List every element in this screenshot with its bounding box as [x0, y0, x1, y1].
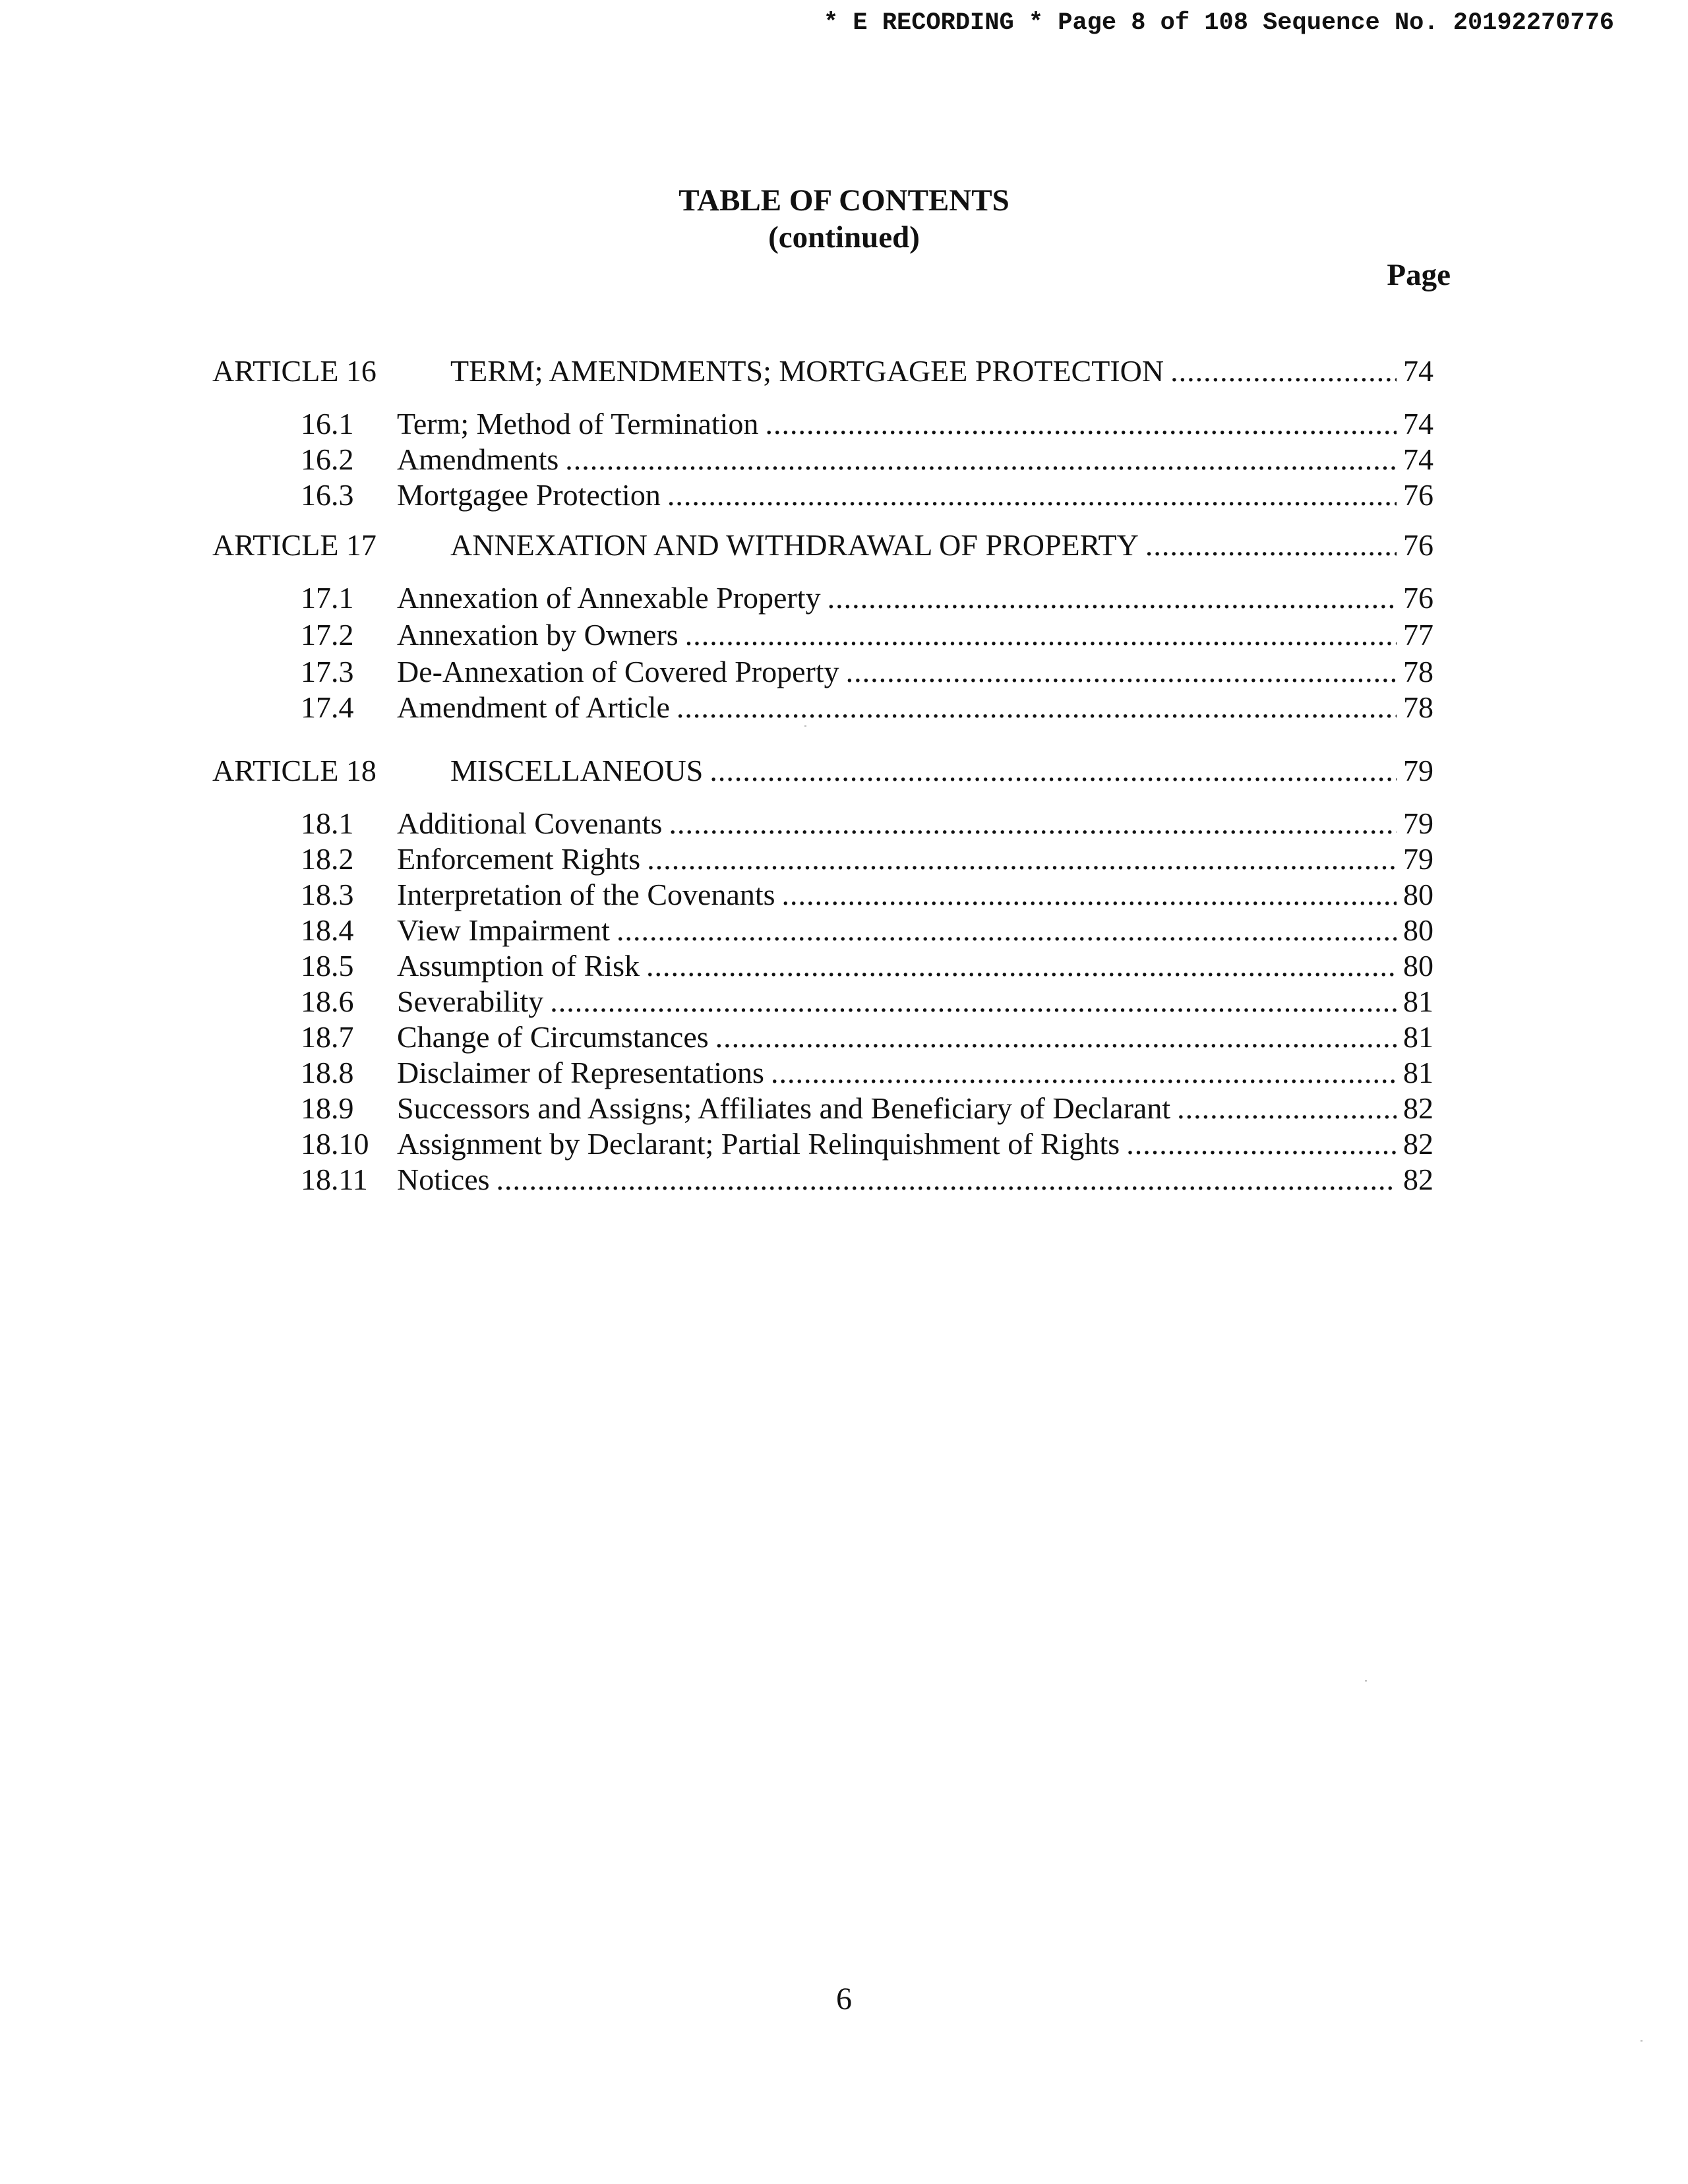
section-number: 18.8: [301, 1056, 354, 1089]
section-page: 78: [1403, 655, 1433, 688]
scan-speck: [1365, 1680, 1367, 1682]
section-page: 82: [1403, 1163, 1433, 1196]
toc-article-16: [212, 353, 1433, 388]
section-page: 82: [1403, 1091, 1433, 1125]
article-title: ANNEXATION AND WITHDRAWAL OF PROPERTY: [450, 528, 1139, 562]
toc-article-18: [212, 753, 1433, 788]
toc-section-17-3: [301, 654, 1433, 689]
section-number: 18.9: [301, 1091, 354, 1125]
article-label: ARTICLE 16: [212, 354, 377, 388]
dot-leader: [565, 442, 1397, 477]
dot-leader: [497, 1162, 1397, 1197]
section-number: 18.4: [301, 913, 354, 947]
section-title: Mortgagee Protection: [397, 478, 661, 512]
dot-leader: [677, 690, 1397, 725]
section-title: Enforcement Rights: [397, 842, 641, 876]
toc-section-16-3: [301, 477, 1433, 512]
toc-section-18-10: [301, 1126, 1433, 1161]
section-title: Assignment by Declarant; Partial Relinquishment of Rights: [397, 1127, 1120, 1161]
toc-section-16-2: [301, 442, 1433, 477]
toc-section-18-2: [301, 841, 1433, 876]
section-title: Annexation by Owners: [397, 618, 678, 652]
toc-section-17-1: [301, 580, 1433, 615]
section-number: 16.2: [301, 442, 354, 476]
dot-leader: [715, 1019, 1397, 1054]
dot-leader: [550, 984, 1397, 1019]
toc-subtitle: (continued): [768, 220, 920, 255]
article-page: 74: [1403, 354, 1433, 388]
toc-section-18-6: [301, 984, 1433, 1019]
article-title: MISCELLANEOUS: [450, 754, 704, 787]
section-page: 79: [1403, 842, 1433, 876]
section-title: Severability: [397, 985, 544, 1018]
page-column-label: Page: [1387, 258, 1451, 292]
section-page: 81: [1403, 1020, 1433, 1054]
section-title: Amendments: [397, 442, 559, 476]
toc-section-18-8: [301, 1055, 1433, 1090]
toc-title: TABLE OF CONTENTS: [678, 183, 1010, 218]
dot-leader: [765, 406, 1397, 441]
dot-leader: [782, 877, 1397, 912]
dot-leader: [617, 913, 1397, 948]
section-number: 18.6: [301, 985, 354, 1018]
dot-leader: [669, 806, 1397, 841]
toc-article-17: [212, 528, 1433, 562]
dot-leader: [846, 654, 1397, 689]
section-number: 18.1: [301, 806, 354, 840]
section-title: Annexation of Annexable Property: [397, 581, 821, 615]
section-number: 17.2: [301, 618, 354, 652]
article-page: 79: [1403, 754, 1433, 787]
dot-leader: [667, 477, 1397, 512]
dot-leader: [1177, 1091, 1397, 1126]
section-page: 79: [1403, 806, 1433, 840]
article-title: TERM; AMENDMENTS; MORTGAGEE PROTECTION: [450, 354, 1164, 388]
toc-section-16-1: [301, 406, 1433, 441]
section-number: 18.2: [301, 842, 354, 876]
section-title: Assumption of Risk: [397, 949, 640, 983]
toc-section-17-4: [301, 690, 1433, 725]
section-title: Amendment of Article: [397, 690, 670, 724]
toc-section-18-7: [301, 1019, 1433, 1054]
section-title: Successors and Assigns; Affiliates and Beneficiary of Declarant: [397, 1091, 1171, 1125]
section-page: 80: [1403, 913, 1433, 947]
article-page: 76: [1403, 528, 1433, 562]
section-title: Disclaimer of Representations: [397, 1056, 764, 1089]
toc-section-18-3: [301, 877, 1433, 912]
section-page: 74: [1403, 407, 1433, 440]
section-page: 81: [1403, 985, 1433, 1018]
toc-section-18-5: [301, 948, 1433, 983]
toc-section-18-4: [301, 913, 1433, 948]
section-page: 76: [1403, 581, 1433, 615]
section-title: Interpretation of the Covenants: [397, 878, 775, 911]
toc-section-18-9: [301, 1091, 1433, 1126]
section-page: 78: [1403, 690, 1433, 724]
dot-leader: [828, 580, 1397, 615]
toc-section-18-1: [301, 806, 1433, 841]
section-title: De-Annexation of Covered Property: [397, 655, 839, 688]
section-title: Change of Circumstances: [397, 1020, 709, 1054]
section-number: 18.7: [301, 1020, 354, 1054]
section-number: 18.10: [301, 1127, 369, 1161]
toc-heading: [0, 182, 1688, 256]
section-page: 81: [1403, 1056, 1433, 1089]
article-label: ARTICLE 17: [212, 528, 377, 562]
dot-leader: [709, 753, 1397, 788]
dot-leader: [685, 617, 1397, 652]
section-title: Term; Method of Termination: [397, 407, 759, 440]
section-page: 77: [1403, 618, 1433, 652]
page-number: 6: [836, 1982, 852, 2017]
section-number: 17.4: [301, 690, 354, 724]
section-page: 82: [1403, 1127, 1433, 1161]
dot-leader: [647, 841, 1397, 876]
section-number: 18.11: [301, 1163, 368, 1196]
section-page: 76: [1403, 478, 1433, 512]
toc-section-17-2: [301, 617, 1433, 652]
dot-leader: [646, 948, 1397, 983]
section-number: 18.3: [301, 878, 354, 911]
scan-speck: [1641, 2040, 1643, 2042]
section-number: 16.1: [301, 407, 354, 440]
dot-leader: [1126, 1126, 1397, 1161]
recording-stamp: * E RECORDING * Page 8 of 108 Sequence No. 20192270776: [824, 9, 1614, 37]
section-number: 16.3: [301, 478, 354, 512]
scan-speck: [804, 725, 806, 727]
section-page: 74: [1403, 442, 1433, 476]
section-title: Additional Covenants: [397, 806, 663, 840]
article-label: ARTICLE 18: [212, 754, 377, 787]
dot-leader: [1170, 353, 1397, 388]
section-page: 80: [1403, 949, 1433, 983]
section-number: 17.3: [301, 655, 354, 688]
section-number: 17.1: [301, 581, 354, 615]
section-number: 18.5: [301, 949, 354, 983]
section-title: Notices: [397, 1163, 490, 1196]
section-page: 80: [1403, 878, 1433, 911]
section-title: View Impairment: [397, 913, 610, 947]
dot-leader: [1145, 528, 1397, 562]
toc-section-18-11: [301, 1162, 1433, 1197]
dot-leader: [771, 1055, 1397, 1090]
